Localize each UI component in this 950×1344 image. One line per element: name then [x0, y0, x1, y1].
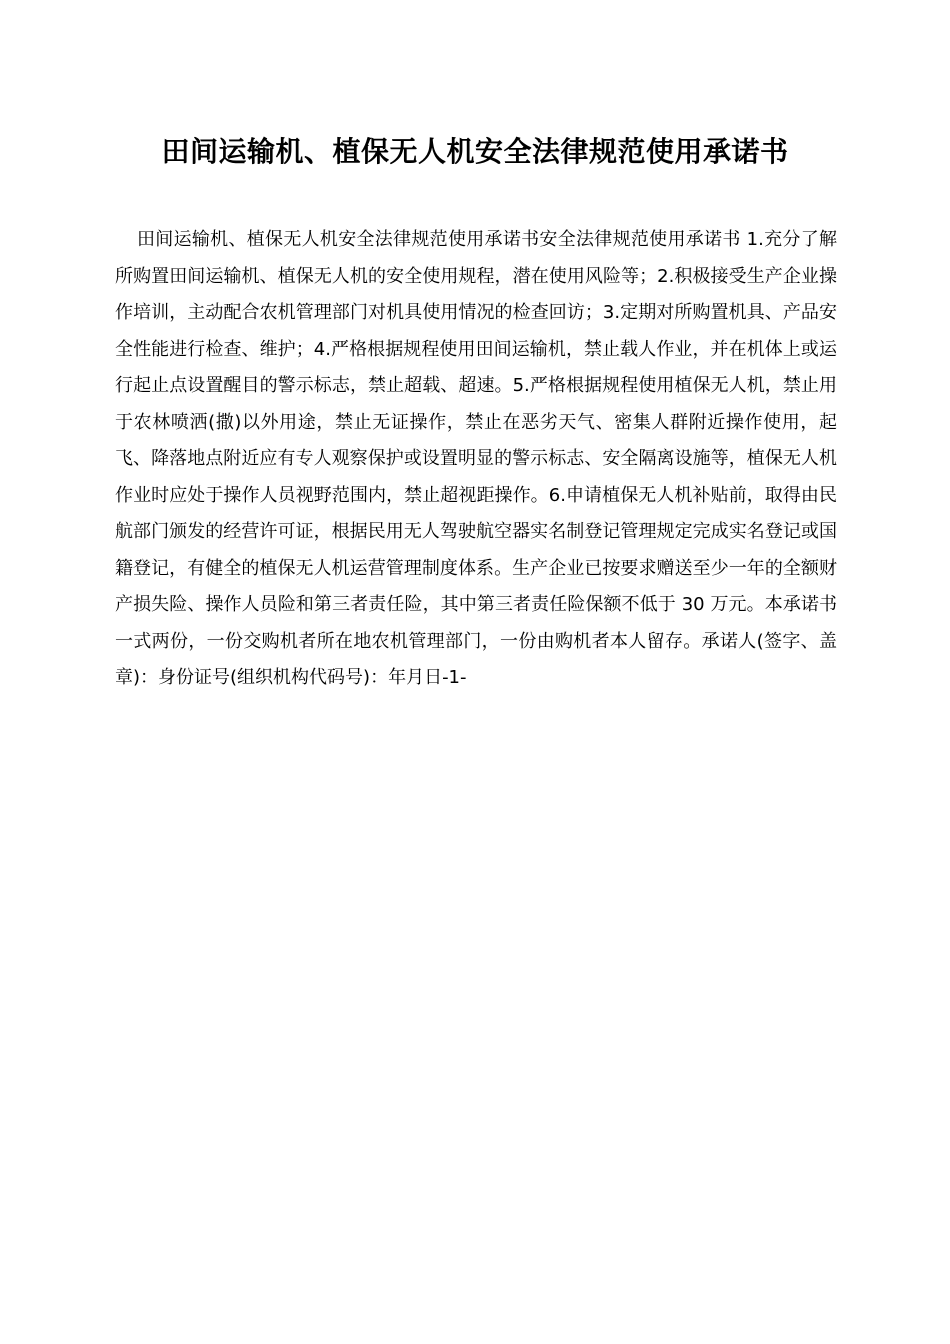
document-body-paragraph: 田间运输机、植保无人机安全法律规范使用承诺书安全法律规范使用承诺书 1.充分了解所购置田间运输机、植保无人机的安全使用规程，潜在使用风险等；2.积极接受生产企业操作培训，主动配合农机管理部门对机具使用情况的检查回访；3.定期对所购置机具、产品安全性能进行检查、维护；4.严格根据规程使用田间运输机，禁止载人作业，并在机体上或运行起止点设置醒目的警示标志，禁止超载、超速。5.严格根据规程使用植保无人机，禁止用于农林喷洒(撒)以外用途，禁止无证操作，禁止在恶劣天气、密集人群附近操作使用，起飞、降落地点附近应有专人观察保护或设置明显的警示标志、安全隔离设施等，植保无人机作业时应处于操作人员视野范围内，禁止超视距操作。6.申请植保无人机补贴前，取得由民航部门颁发的经营许可证，根据民用无人驾驶航空器实名制登记管理规定完成实名登记或国籍登记，有健全的植保无人机运营管理制度体系。生产企业已按要求赠送至少一年的全额财产损失险、操作人员险和第三者责任险，其中第三者责任险保额不低于 30 万元。本承诺书一式两份，一份交购机者所在地农机管理部门，一份由购机者本人留存。承诺人(签字、盖章)：身份证号(组织机构代码号)：年月日-1-: [115, 229, 837, 688]
document-title: 田间运输机、植保无人机安全法律规范使用承诺书: [161, 135, 789, 168]
